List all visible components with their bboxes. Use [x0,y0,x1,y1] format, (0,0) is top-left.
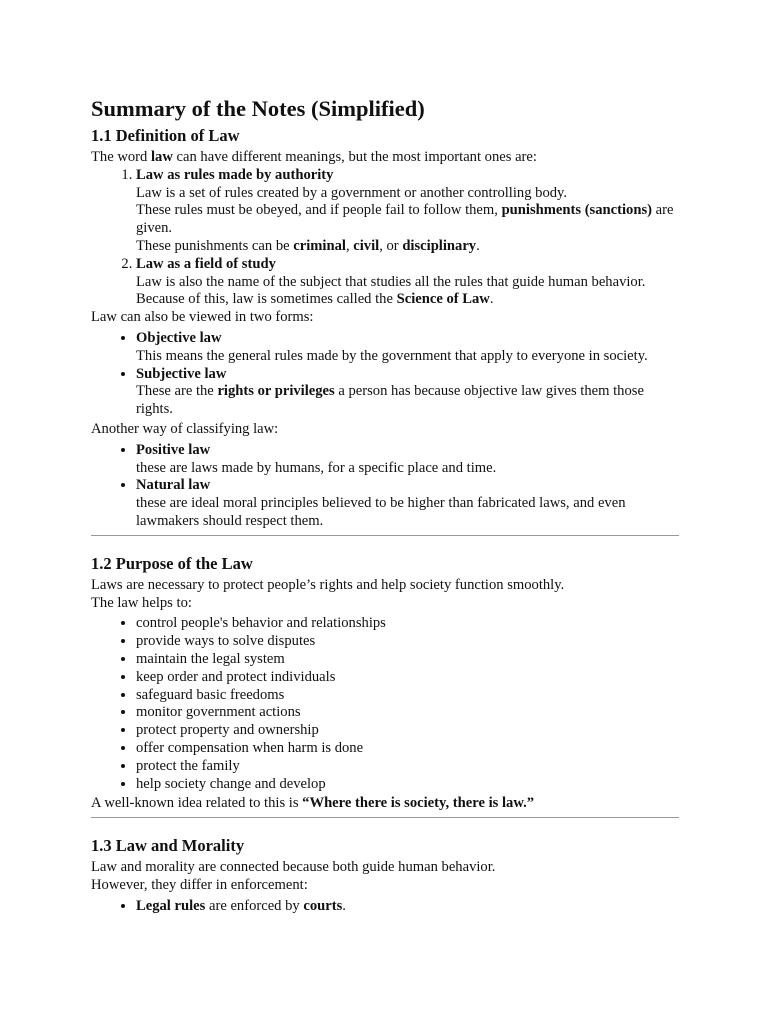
bold-text: Science of Law [396,291,490,308]
text: , [345,237,354,254]
bold-text: courts [303,897,343,914]
item-line: these are ideal moral principles believed to be higher than fabricated laws, and even lawmakers should respect them. [136,495,626,529]
list-item: • control people's behavior and relationships [136,615,679,633]
definition-list [91,167,679,309]
list-item [136,477,679,530]
list-item: • provide ways to solve disputes [136,633,679,651]
text: Because of this, law is sometimes called the [136,291,397,308]
text: can have different meanings, but the most important ones are: [172,149,537,165]
bold-text: “Where there is society, there is law.” [302,795,535,812]
item-line [136,202,679,238]
list-item [136,256,679,309]
purpose-line: The law helps to: [91,594,192,611]
text: A well-known idea related to this is [91,795,303,812]
document-page [91,96,679,915]
item-line [136,383,679,419]
item-title: 2. Law as a field of study [136,255,276,272]
list-item [136,330,679,366]
bold-text: rights or privileges [217,383,335,400]
list-item: • protect property and ownership [136,722,679,740]
definition-intro [91,149,679,167]
item-line: This means the general rules made by the government that apply to everyone in society. [136,347,648,364]
bold-text: Legal rules [136,897,206,914]
item-title: • Subjective law [136,365,227,382]
text: These are the [136,383,218,400]
forms-list [91,330,679,419]
morality-line: Law and morality are connected because both guide human behavior. [91,859,496,876]
item-line: Law is also the name of the subject that studies all the rules that guide human behavior. [136,273,646,290]
classes-list [91,442,679,531]
bold-text: disciplinary [402,237,477,254]
bold-text: law [150,149,173,165]
list-item: • safeguard basic freedoms [136,687,679,705]
item-title: • Positive law [136,441,211,458]
bold-text: criminal [293,237,346,254]
bold-text: civil [353,237,380,254]
text: . [489,291,494,308]
list-item: • offer compensation when harm is done [136,740,679,758]
morality-list [91,898,679,916]
section-divider [91,535,679,536]
item-title: • Natural law [136,477,211,494]
text: The word [91,149,151,165]
section-divider [91,817,679,818]
list-item: • help society change and develop [136,776,679,794]
item-line [136,291,679,309]
item-line: these are laws made by humans, for a specific place and time. [136,459,497,476]
section-heading-definition: 1.1 Definition of Law [91,126,240,145]
text: . [342,897,346,914]
section-heading-morality: 1.3 Law and Morality [91,836,245,856]
classify-intro: Another way of classifying law: [91,420,279,437]
text: These punishments can be [136,237,294,254]
purpose-line: Laws are necessary to protect people’s rights and help society function smoothly. [91,576,565,593]
bold-text: punishments (sanctions) [501,202,652,219]
list-item [136,898,679,916]
forms-intro: Law can also be viewed in two forms: [91,309,314,326]
page-title: Summary of the Notes (Simplified) [91,96,425,121]
item-title: • Objective law [136,329,222,346]
list-item: • keep order and protect individuals [136,669,679,687]
list-item [136,366,679,419]
item-line: Law is a set of rules created by a government or another controlling body. [136,184,568,201]
text: are given. [136,202,674,237]
purpose-list [91,615,679,793]
morality-line: However, they differ in enforcement: [91,876,308,893]
list-item: • protect the family [136,758,679,776]
list-item [136,167,679,256]
item-line [136,238,679,256]
text: a person has because objective law gives them those rights. [136,383,644,418]
purpose-quote [91,795,679,813]
text: , or [379,237,403,254]
list-item [136,442,679,478]
list-item: • maintain the legal system [136,651,679,669]
text: are enforced by [205,897,304,914]
item-title: 1. Law as rules made by authority [136,166,334,183]
text: These rules must be obeyed, and if people fail to follow them, [136,202,502,219]
list-item: • monitor government actions [136,704,679,722]
section-heading-purpose: 1.2 Purpose of the Law [91,553,253,573]
text: . [476,237,480,254]
